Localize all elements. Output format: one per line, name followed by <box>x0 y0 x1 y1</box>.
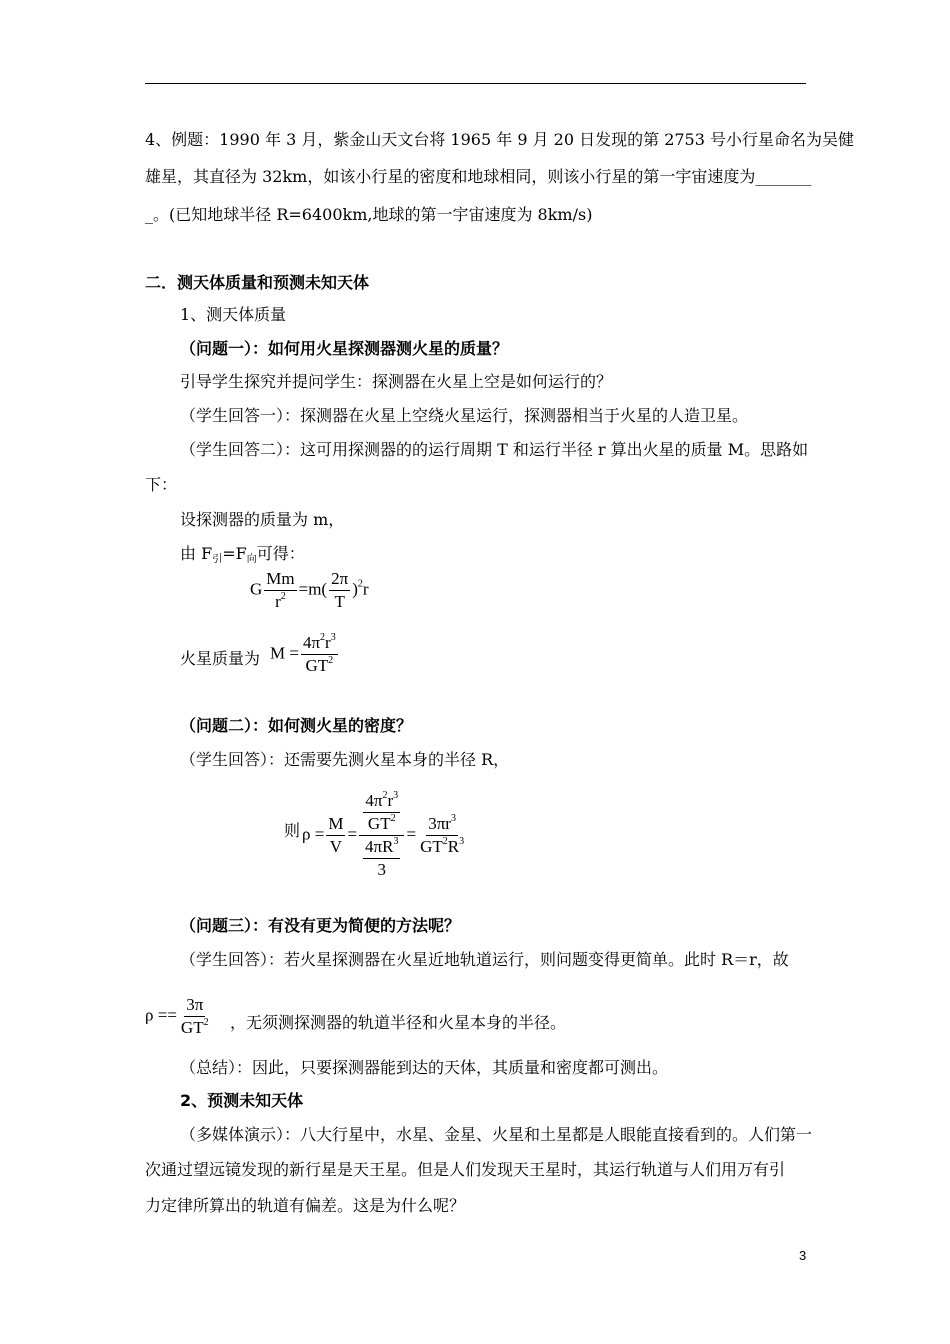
student-answer-2-line-2: 下： <box>145 475 178 494</box>
mass-label: 火星质量为 <box>180 649 261 668</box>
section-heading: 二．测天体质量和预测未知天体 <box>145 273 370 292</box>
example-line-2: 雄星，其直径为 32km，如该小行星的密度和地球相同，则该小行星的第一宇宙速度为_______ <box>145 167 812 186</box>
gravity-equation: G $\frac{Mm}{r^2}$ =m( $\frac{2\pi}{T}$ )$^2$r <box>250 569 369 611</box>
example-line-3: _。(已知地球半径 R=6400km,地球的第一宇宙速度为 8km/s) <box>145 205 593 224</box>
simple-density-text: ，无须测探测器的轨道半径和火星本身的半径。 <box>230 1013 567 1032</box>
example-line-1: 4、例题：1990 年 3 月，紫金山天文台将 1965 年 9 月 20 日发现的第 2753 号小行星命名为吴健 <box>145 130 855 149</box>
summary-text: （总结）：因此，只要探测器能到达的天体，其质量和密度都可测出。 <box>180 1058 669 1077</box>
student-answer-4: （学生回答）：若火星探测器在火星近地轨道运行，则问题变得更简单。此时 R＝r，故 <box>180 950 789 969</box>
subsection-2-title: 2、预测未知天体 <box>180 1091 304 1110</box>
student-answer-1: （学生回答一）：探测器在火星上空绕火星运行，探测器相当于火星的人造卫星。 <box>180 406 749 425</box>
media-line-2: 次通过望远镜发现的新行星是天王星。但是人们发现天王星时，其运行轨道与人们用万有引 <box>145 1160 786 1179</box>
header-rule <box>145 83 806 84</box>
student-answer-2-line-1: （学生回答二）：这可用探测器的的运行周期 T 和运行半径 r 算出火星的质量 M。思路如 <box>180 440 809 459</box>
question-2: （问题二）：如何测火星的密度？ <box>180 716 413 735</box>
guide-text: 引导学生探究并提问学生：探测器在火星上空是如何运行的？ <box>180 372 613 391</box>
mass-formula: M = $\frac{4\pi^2r^3}{GT^2}$ <box>270 632 336 675</box>
question-3: （问题三）：有没有更为简便的方法呢？ <box>180 916 461 935</box>
simple-density-formula: ρ == $\frac{3\pi}{GT^2}$ <box>145 995 209 1037</box>
force-balance-text: 由 $F_引=F_向$可得： <box>180 544 305 565</box>
set-mass-text: 设探测器的质量为 m， <box>180 510 345 529</box>
density-formula: ρ = $\frac{M}{V}$ = $\frac{\frac{4\pi^2r^3}{GT^2}}{\frac{4\pi R^3}{3}}$ = $\frac{3\pi r^3}{GT^2R^3}$ <box>302 790 465 879</box>
page-number: 3 <box>799 1248 807 1263</box>
then-label: 则 <box>284 821 301 840</box>
media-line-1: （多媒体演示）：八大行星中，水星、金星、火星和土星都是人眼能直接看到的。人们第一 <box>180 1125 813 1144</box>
subsection-1-title: 1、测天体质量 <box>180 305 287 324</box>
media-line-3: 力定律所算出的轨道有偏差。这是为什么呢？ <box>145 1196 466 1215</box>
student-answer-3: （学生回答）：还需要先测火星本身的半径 R， <box>180 750 510 769</box>
question-1: （问题一）：如何用火星探测器测火星的质量？ <box>180 339 509 358</box>
